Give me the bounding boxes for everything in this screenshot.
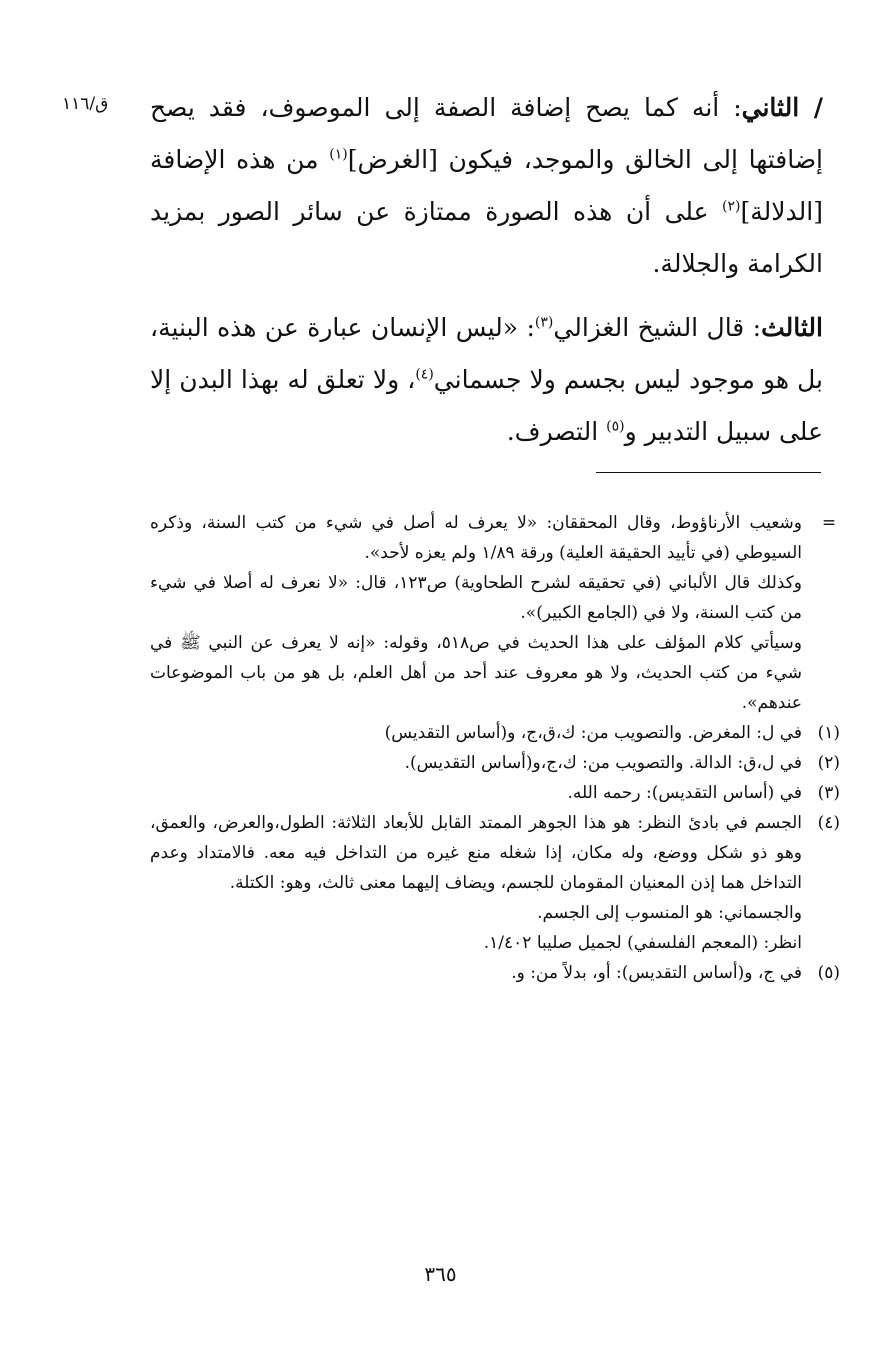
text-segment: : قال الشيخ الغزالي [553, 313, 762, 342]
footnote-2 [150, 748, 840, 778]
text-segment: على أن هذه الصورة ممتازة عن سائر الصور بمزيد الكرامة والجلالة. [150, 197, 823, 278]
footnotes [150, 508, 840, 988]
footnote-number: (١) [817, 723, 840, 743]
text-segment: : «ليس الإنسان عبارة عن هذه البنية، بل هو موجود ليس بجسم ولا جسماني [150, 313, 823, 394]
paragraph-second [150, 82, 823, 290]
footnote-3 [150, 778, 840, 808]
footnote-marker[interactable]: (٤) [415, 366, 434, 383]
footnote-line: في (أساس التقديس): رحمه الله. [567, 783, 802, 803]
footnote-marker[interactable]: (٥) [606, 418, 625, 435]
footnote-line: وكذلك قال الألباني (في تحقيقه لشرح الطحاوية) ص١٢٣، قال: «لا نعرف له أصلا في شيء من كتب السنة، ولا في (الجامع الكبير)». [150, 573, 803, 623]
footnote-continuation-mark: = [821, 513, 837, 533]
paragraph-lead: الثالث [761, 313, 823, 342]
footnote-line: الجسم في بادئ النظر: هو هذا الجوهر الممتد القابل للأبعاد الثلاثة: الطول،والعرض، والعمق، وهو ذو شكل ووضع، وله مكان، إذا شغله منع غيره من التداخل فيه معه. فالامتداد وعدم التداخل هما إذن المعنيان المقومان للجسم، ويضاف إليهما معنى ثالث، وهو: الكتلة. [150, 813, 802, 893]
footnote-line: وشعيب الأرناؤوط، وقال المحققان: «لا يعرف له أصل في شيء من كتب السنة، وذكره السيوطي (في تأييد الحقيقة العلية) ورقة ١/٨٩ ولم يعزه لأحد». [150, 513, 802, 563]
footnote-number: (٤) [817, 813, 840, 833]
footnote-line: وسيأتي كلام المؤلف على هذا الحديث في ص٥١٨، وقوله: «إنه لا يعرف عن النبي ﷺ في شيء من كتب الحديث، ولا هو معروف عند أحد من أهل العلم، بل هو من باب الموضوعات عندهم». [150, 633, 802, 713]
footnote-continuation [150, 508, 840, 718]
paragraph-third [150, 302, 823, 458]
footnote-1 [150, 718, 840, 748]
page-number: ٣٦٥ [424, 1262, 457, 1286]
footnote-line: في ل،ق: الدالة. والتصويب من: ك،ج،و(أساس التقديس). [404, 753, 802, 773]
text-segment: التصرف. [506, 417, 607, 446]
text-segment: ، ولا تعلق له بهذا البدن إلا على سبيل التدبير و [150, 365, 823, 446]
footnote-number: (٥) [817, 963, 840, 983]
text-segment: : أنه كما يصح إضافة الصفة إلى الموصوف، فقد يصح إضافتها إلى الخالق والموجد، فيكون [الغرض] [150, 93, 824, 174]
footnote-line: في ج، و(أساس التقديس): أو، بدلاً من: و. [511, 963, 802, 983]
footnote-line: في ل: المغرض. والتصويب من: ك،ق،ج، و(أساس التقديس) [384, 723, 802, 743]
footnote-line: انظر: (المعجم الفلسفي) لجميل صليبا ١/٤٠٢. [483, 933, 802, 953]
footnote-number: (٢) [817, 753, 840, 773]
footnote-line: والجسماني: هو المنسوب إلى الجسم. [537, 903, 802, 923]
footnote-4 [150, 808, 840, 958]
footnote-marker[interactable]: (٢) [722, 198, 741, 215]
main-text [150, 82, 823, 470]
footnote-5 [150, 958, 840, 988]
paragraph-lead: / الثاني [741, 93, 824, 122]
footnote-marker[interactable]: (١) [329, 146, 348, 163]
manuscript-folio-note: ق/١١٦ [62, 94, 109, 114]
footnote-separator [596, 472, 821, 473]
footnote-marker[interactable]: (٣) [534, 314, 554, 331]
footnote-number: (٣) [817, 783, 840, 803]
text-segment: من هذه الإضافة [الدلالة] [150, 145, 823, 226]
